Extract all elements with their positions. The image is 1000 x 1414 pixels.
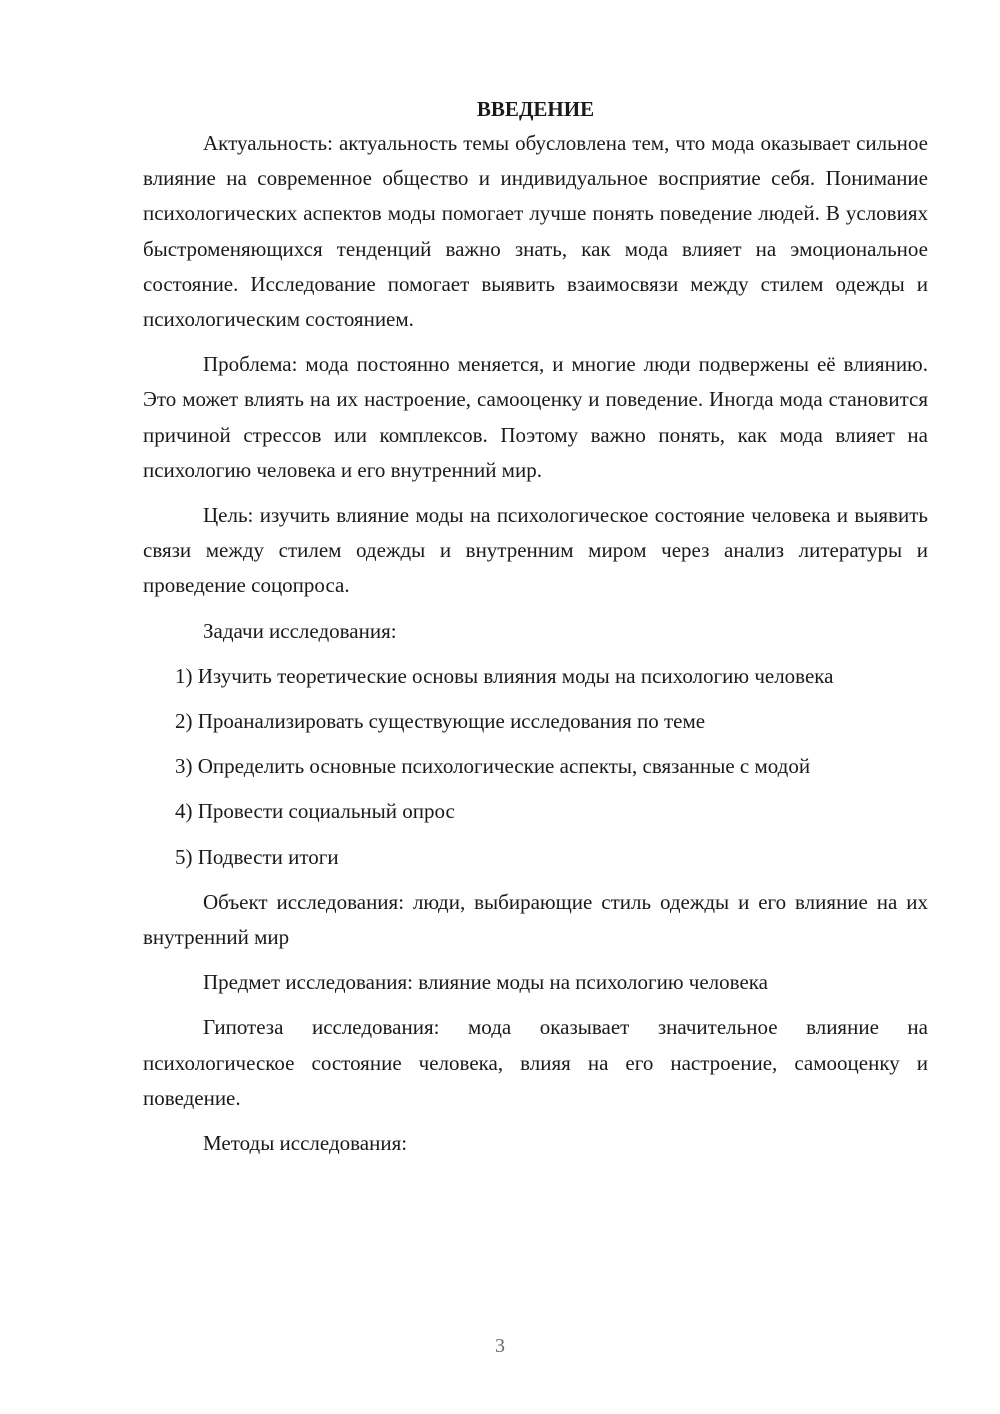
list-item-task-2: 2) Проанализировать существующие исследования по теме	[175, 709, 706, 734]
list-item-task-4: 4) Провести социальный опрос	[175, 799, 455, 824]
paragraph-object: Объект исследования: люди, выбирающие стиль одежды и его влияние на их внутренний мир	[143, 889, 928, 950]
paragraph-problem: Проблема: мода постоянно меняется, и многие люди подвержены её влиянию. Это может влиять на их настроение, самооценку и поведение. Иногда мода становится причиной стрессов или комплексов. Поэтому важно понять, как мода влияет на психологию человека и его внутренний мир.	[143, 352, 928, 482]
tasks-heading: Задачи исследования:	[203, 618, 397, 643]
paragraph-relevance: Актуальность: актуальность темы обусловлена тем, что мода оказывает сильное влияние на современное общество и индивидуальное восприятие себя. Понимание психологических аспектов моды помогает лучше понять поведение людей. В условиях быстроменяющихся тенденций важно знать, как мода влияет на эмоциональное состояние. Исследование помогает выявить взаимосвязи между стилем одежды и психологическим состоянием.	[143, 131, 928, 332]
paragraph-goal: Цель: изучить влияние моды на психологическое состояние человека и выявить связи между стилем одежды и внутренним миром через анализ литературы и проведение соцопроса.	[143, 503, 928, 598]
paragraph-hypothesis: Гипотеза исследования: мода оказывает значительное влияние на психологическое состояние человека, влияя на его настроение, самооценку и поведение.	[143, 1015, 928, 1110]
list-item-task-1: 1) Изучить теоретические основы влияния моды на психологию человека	[175, 663, 834, 688]
list-item-task-5: 5) Подвести итоги	[175, 844, 339, 869]
page-number: 3	[495, 1335, 505, 1357]
paragraph-subject: Предмет исследования: влияние моды на психологию человека	[203, 970, 768, 995]
section-title: ВВЕДЕНИЕ	[476, 97, 595, 121]
document-page	[143, 92, 928, 1171]
methods-heading: Методы исследования:	[203, 1131, 408, 1156]
list-item-task-3: 3) Определить основные психологические аспекты, связанные с модой	[175, 754, 811, 779]
